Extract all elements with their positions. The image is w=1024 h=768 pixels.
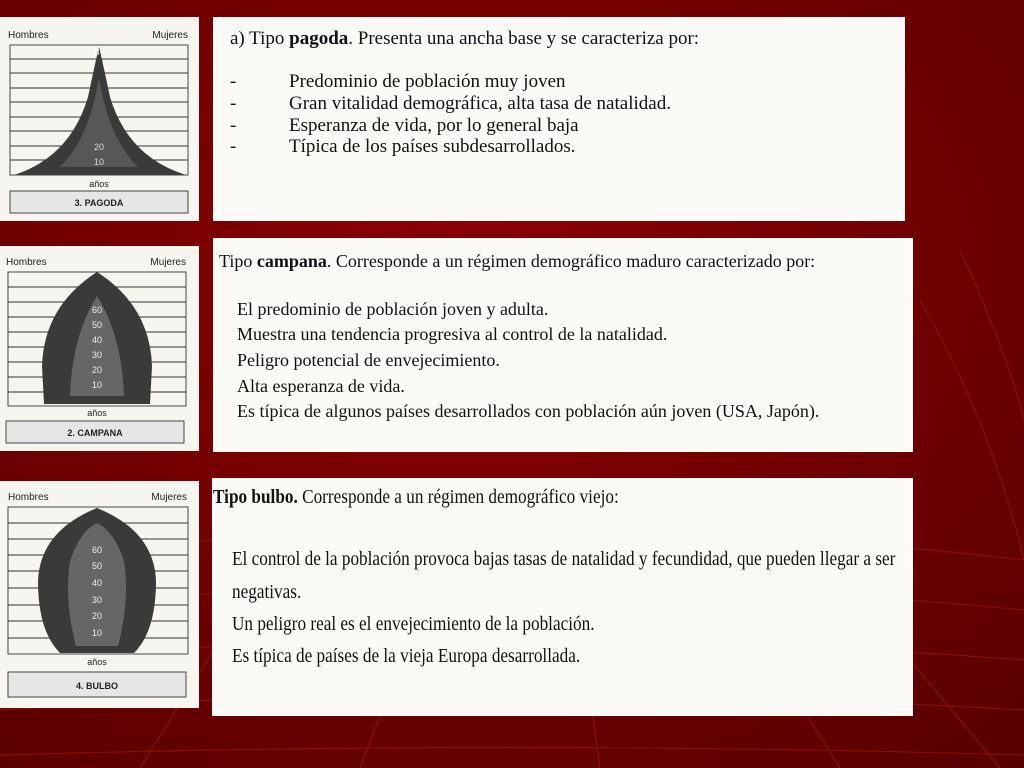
pyramid-campana-right-label: Mujeres — [150, 257, 186, 268]
card-campana-item-4: Alta esperanza de vida. — [237, 376, 405, 396]
pyramid-pagoda-left-label: Hombres — [8, 30, 49, 41]
bulbo-tick-50: 50 — [91, 561, 103, 571]
card-pagoda-item-4: Típica de los países subdesarrollados. — [289, 136, 576, 157]
card-pagoda-title — [230, 28, 699, 50]
pagoda-tick-top: 8 — [94, 47, 100, 57]
card-campana — [213, 238, 913, 452]
card-pagoda-title-prefix: a) Tipo — [230, 28, 290, 49]
card-bulbo-title-suffix: Corresponde a un régimen demográfico viejo: — [297, 486, 619, 508]
card-campana-title-suffix: . Corresponde a un régimen demográfico maduro caracterizado por: — [326, 251, 816, 271]
pyramid-bulbo-right-label: Mujeres — [151, 492, 187, 503]
card-campana-title-bold: campana — [256, 251, 327, 271]
bulbo-tick-60: 60 — [91, 545, 103, 555]
pyramid-bulbo-left-label: Hombres — [8, 492, 49, 503]
campana-tick-60: 60 — [91, 305, 103, 315]
pagoda-tick-10: 10 — [93, 157, 105, 167]
card-pagoda-bullet-2: - — [230, 93, 237, 114]
card-pagoda-title-suffix: . Presenta una ancha base y se caracteriza por: — [348, 28, 700, 49]
pyramid-campana-caption: 2. CAMPANA — [67, 428, 123, 438]
pyramid-pagoda — [0, 17, 199, 221]
card-campana-item-1: El predominio de población joven y adulta. — [237, 299, 549, 319]
card-pagoda-item-2: Gran vitalidad demográfica, alta tasa de natalidad. — [289, 93, 671, 114]
card-bulbo-item-3: Un peligro real es el envejecimiento de la población. — [232, 613, 595, 635]
card-pagoda-item-1: Predominio de población muy joven — [289, 71, 566, 92]
bulbo-tick-40: 40 — [91, 578, 103, 588]
card-pagoda-bullet-4: - — [230, 136, 237, 157]
card-pagoda — [213, 17, 905, 221]
campana-tick-10: 10 — [91, 380, 103, 390]
card-pagoda-bullet-1: - — [230, 71, 237, 92]
campana-tick-20: 20 — [91, 365, 103, 375]
bulbo-tick-20: 20 — [91, 611, 103, 621]
campana-tick-50: 50 — [91, 320, 103, 330]
card-pagoda-bullet-3: - — [230, 115, 237, 136]
card-campana-title — [219, 251, 815, 272]
pyramid-campana — [0, 246, 199, 451]
pyramid-campana-axis-label: años — [87, 408, 107, 418]
card-bulbo-item-1: El control de la población provoca bajas tasas de natalidad y fecundidad, que pueden llegar a ser — [232, 548, 896, 570]
card-bulbo-item-2: negativas. — [232, 581, 302, 603]
card-campana-item-2: Muestra una tendencia progresiva al control de la natalidad. — [237, 324, 668, 344]
card-pagoda-item-3: Esperanza de vida, por lo general baja — [289, 115, 579, 136]
campana-tick-40: 40 — [91, 335, 103, 345]
card-bulbo — [212, 478, 913, 716]
pyramid-pagoda-axis-label: años — [89, 179, 109, 189]
pyramid-bulbo-caption: 4. BULBO — [75, 681, 119, 691]
campana-tick-30: 30 — [91, 350, 103, 360]
pyramid-bulbo-axis-label: años — [87, 657, 107, 667]
pyramid-campana-left-label: Hombres — [6, 257, 47, 268]
card-bulbo-item-4: Es típica de países de la vieja Europa desarrollada. — [232, 645, 581, 667]
pyramid-pagoda-right-label: Mujeres — [152, 30, 188, 41]
card-pagoda-title-bold: pagoda — [289, 28, 349, 49]
card-bulbo-title-bold: Tipo bulbo. — [213, 486, 298, 508]
bulbo-tick-30: 30 — [91, 595, 103, 605]
pyramid-bulbo — [0, 481, 199, 708]
card-campana-title-prefix: Tipo — [219, 251, 257, 271]
card-campana-item-5: Es típica de algunos países desarrollados con población aún joven (USA, Japón). — [237, 401, 820, 421]
card-bulbo-title — [213, 486, 619, 509]
bulbo-tick-10: 10 — [91, 628, 103, 638]
pagoda-tick-20: 20 — [93, 142, 105, 152]
pyramid-pagoda-caption: 3. PAGODA — [74, 198, 124, 208]
card-campana-item-3: Peligro potencial de envejecimiento. — [237, 350, 500, 370]
